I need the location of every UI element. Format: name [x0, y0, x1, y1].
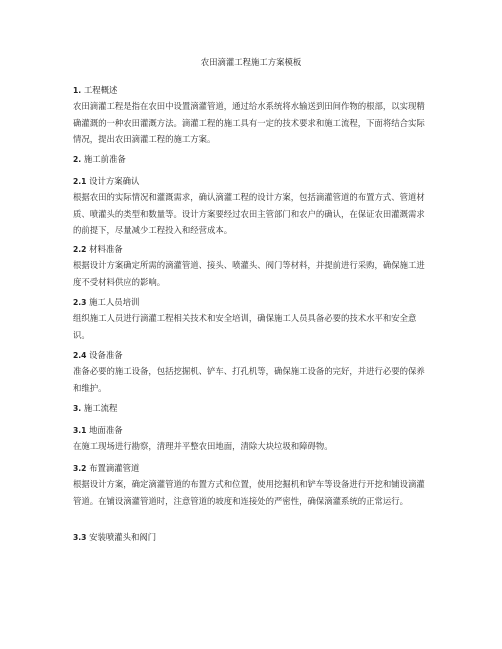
section-title: 施工前准备	[81, 154, 126, 164]
paragraph-material-preparation: 根据设计方案确定所需的滴灌管道、接头、喷灌头、阀门等材料，并提前进行采购，确保施工进度不受材料供应的影响。	[73, 260, 425, 287]
section-number: 2.	[73, 155, 82, 164]
section-heading-2-3	[73, 296, 139, 309]
section-title: 施工流程	[81, 403, 118, 413]
section-number: 2.4	[73, 351, 87, 360]
section-title: 布置滴灌管道	[86, 463, 140, 473]
paragraph-ground-preparation: 在施工现场进行勘察，清理并平整农田地面，清除大块垃圾和障碍物。	[73, 441, 333, 451]
section-number: 3.3	[73, 533, 87, 542]
section-number: 2.3	[73, 298, 87, 307]
section-heading-2-2	[73, 243, 123, 256]
section-title: 地面准备	[86, 425, 123, 435]
section-number: 3.2	[73, 464, 87, 473]
paragraph-staff-training: 组织施工人员进行滴灌工程相关技术和安全培训，确保施工人员具备必要的技术水平和安全意识。	[73, 313, 417, 340]
section-heading-3-3	[73, 531, 156, 544]
section-title: 材料准备	[86, 244, 123, 254]
section-number: 3.	[73, 404, 82, 413]
section-title: 设计方案确认	[86, 176, 140, 186]
section-heading-2	[73, 153, 126, 166]
section-number: 3.1	[73, 426, 87, 435]
paragraph-overview: 农田滴灌工程是指在农田中设置滴灌管道，通过给水系统将水输送到田间作物的根部，以实现精确灌溉的一种农田灌溉方法。滴灌工程的施工具有一定的技术要求和施工流程，下面将结合实际情况，提出农田滴灌工程的施工方案。	[73, 101, 425, 144]
document-title: 农田滴灌工程施工方案模板	[200, 57, 302, 67]
section-title: 施工人员培训	[86, 297, 140, 307]
section-heading-3-1	[73, 424, 123, 437]
section-title: 设备准备	[86, 350, 123, 360]
section-heading-3	[73, 402, 117, 415]
section-heading-1	[73, 84, 117, 97]
paragraph-equipment-preparation: 准备必要的施工设备，包括挖掘机、铲车、打孔机等，确保施工设备的完好，并进行必要的保养和维护。	[73, 366, 425, 393]
section-title: 安装喷灌头和阀门	[86, 532, 157, 542]
section-heading-3-2	[73, 462, 139, 475]
paragraph-pipe-layout: 根据设计方案，确定滴灌管道的布置方式和位置，使用挖掘机和铲车等设备进行开挖和铺设滴灌管道。在铺设滴灌管道时，注意管道的坡度和连接处的严密性，确保滴灌系统的正常运行。	[73, 479, 425, 506]
section-heading-2-4	[73, 349, 123, 362]
section-number: 1.	[73, 86, 82, 95]
section-number: 2.1	[73, 177, 87, 186]
section-title: 工程概述	[81, 85, 118, 95]
section-heading-2-1	[73, 175, 139, 188]
section-number: 2.2	[73, 245, 87, 254]
paragraph-design-confirmation: 根据农田的实际情况和灌溉需求，确认滴灌工程的设计方案，包括滴灌管道的布置方式、管道材质、喷灌头的类型和数量等。设计方案要经过农田主管部门和农户的确认，在保证农田灌溉需求的前提下，尽量减少工程投入和经营成本。	[73, 192, 425, 235]
